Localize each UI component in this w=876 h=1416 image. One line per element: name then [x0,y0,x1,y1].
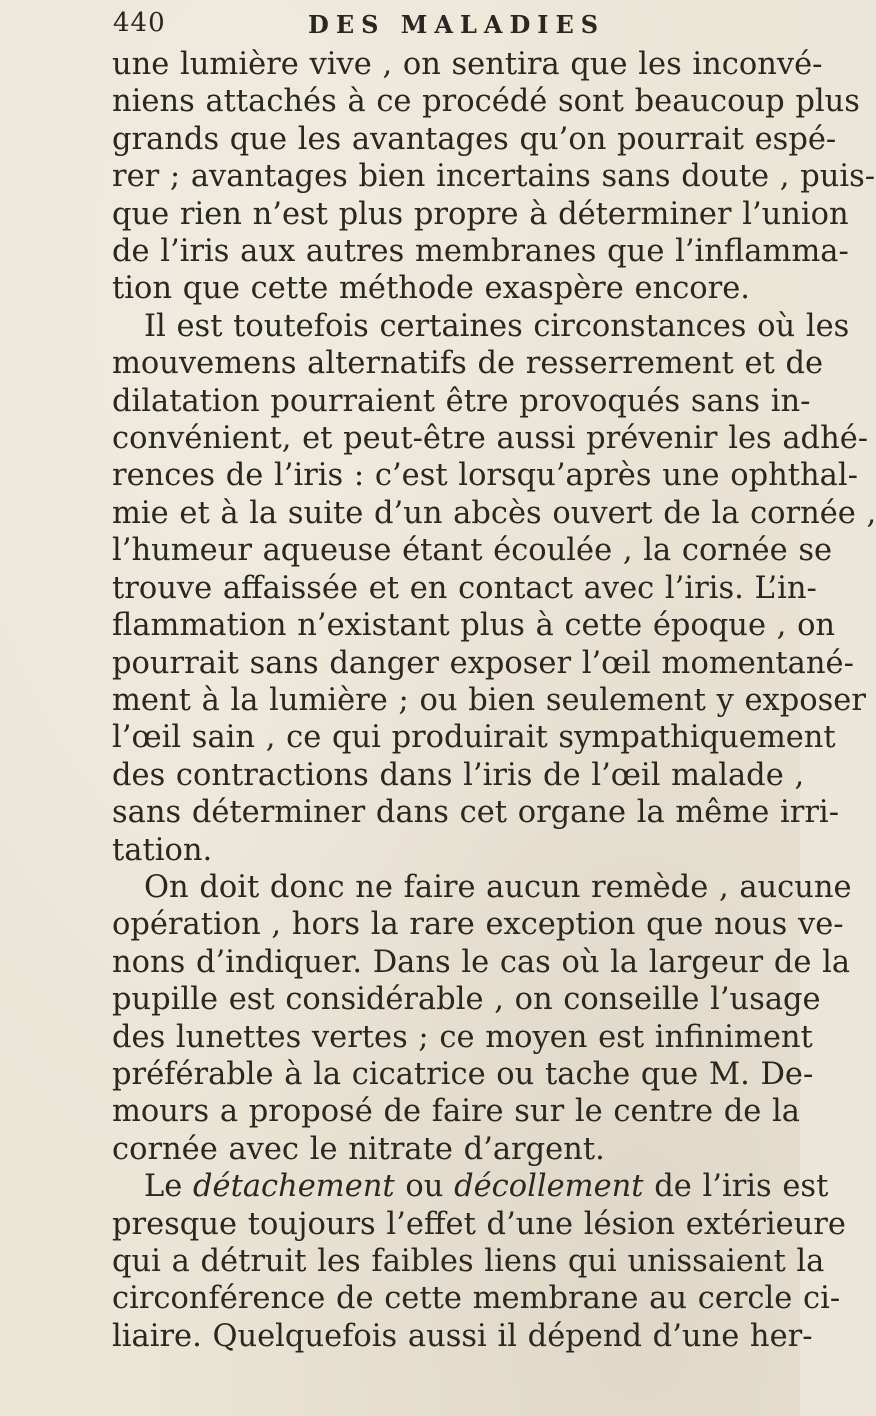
text-line: niens attachés à ce procédé sont beaucoup plus [112,84,860,120]
paragraph-3 [112,869,852,1168]
text-line: de l’iris aux autres membranes que l’inflamma- [112,234,849,270]
italic-term: décollement [454,1169,644,1205]
text-line: sans déterminer dans cet organe la même irri- [112,795,839,831]
text-line: cornée avec le nitrate d’argent. [112,1131,605,1167]
text-line: mouvemens alternatifs de resserrement et de [112,346,824,382]
text-line: une lumière vive , on sentira que les inconvé- [112,47,823,82]
text-line: mours a proposé de faire sur le centre de la [112,1094,800,1130]
text-line: opération , hors la rare exception que nous ve- [112,907,844,943]
text-line: des lunettes vertes ; ce moyen est infiniment [112,1019,813,1055]
text-line [112,1168,829,1205]
text-span: ou [394,1169,455,1205]
text-line: dilatation pourraient être provoqués sans in- [112,383,811,419]
page-number: 440 [113,8,166,38]
text-line: que rien n’est plus propre à déterminer l’union [112,196,849,232]
text-span: de l’iris est [643,1169,829,1205]
running-head: DES MALADIES [308,10,606,39]
text-line: presque toujours l’effet d’une lésion extérieure [112,1206,846,1242]
text-line: préférable à la cicatrice ou tache que M. De- [112,1056,814,1092]
text-line: l’humeur aqueuse étant écoulée , la cornée se [112,533,833,569]
text-line: rences de l’iris : c’est lorsqu’après une ophthal- [112,458,858,494]
text-line: qui a détruit les faibles liens qui unissaient la [112,1244,825,1279]
text-line: flammation n’existant plus à cette époque , on [112,608,836,644]
text-line: grands que les avantages qu’on pourrait espé- [112,121,837,157]
text-line: rer ; avantages bien incertains sans doute , puis- [112,159,876,195]
body-text [112,46,876,1355]
text-line: tation. [112,832,213,868]
text-line: pupille est considérable , on conseille l’usage [112,982,821,1018]
text-line: l’œil sain , ce qui produirait sympathiquement [112,720,836,756]
text-line: Il est toutefois certaines circonstances où les [144,308,850,344]
text-line: tion que cette méthode exaspère encore. [112,271,750,307]
text-line: trouve affaissée et en contact avec l’iris. L’in- [112,570,817,606]
text-line: On doit donc ne faire aucun remède , aucune [144,869,852,905]
italic-term: détachement [193,1169,395,1205]
text-line: circonférence de cette membrane au cercle ci- [112,1281,841,1317]
paragraph-1 [112,46,876,308]
text-line: pourrait sans danger exposer l’œil momentané- [112,645,854,681]
paragraph-2 [112,308,876,869]
text-line: nons d’indiquer. Dans le cas où la largeur de la [112,944,851,980]
paragraph-4 [112,1168,846,1355]
text-line: convénient, et peut-être aussi prévenir les adhé- [112,421,869,457]
text-span: Le [144,1169,193,1205]
page-header [113,6,763,46]
text-line: des contractions dans l’iris de l’œil malade , [112,757,805,793]
text-line: ment à la lumière ; ou bien seulement y exposer [112,682,866,718]
text-line: liaire. Quelquefois aussi il dépend d’une her- [112,1318,813,1354]
text-line: mie et à la suite d’un abcès ouvert de la cornée , [112,495,876,531]
